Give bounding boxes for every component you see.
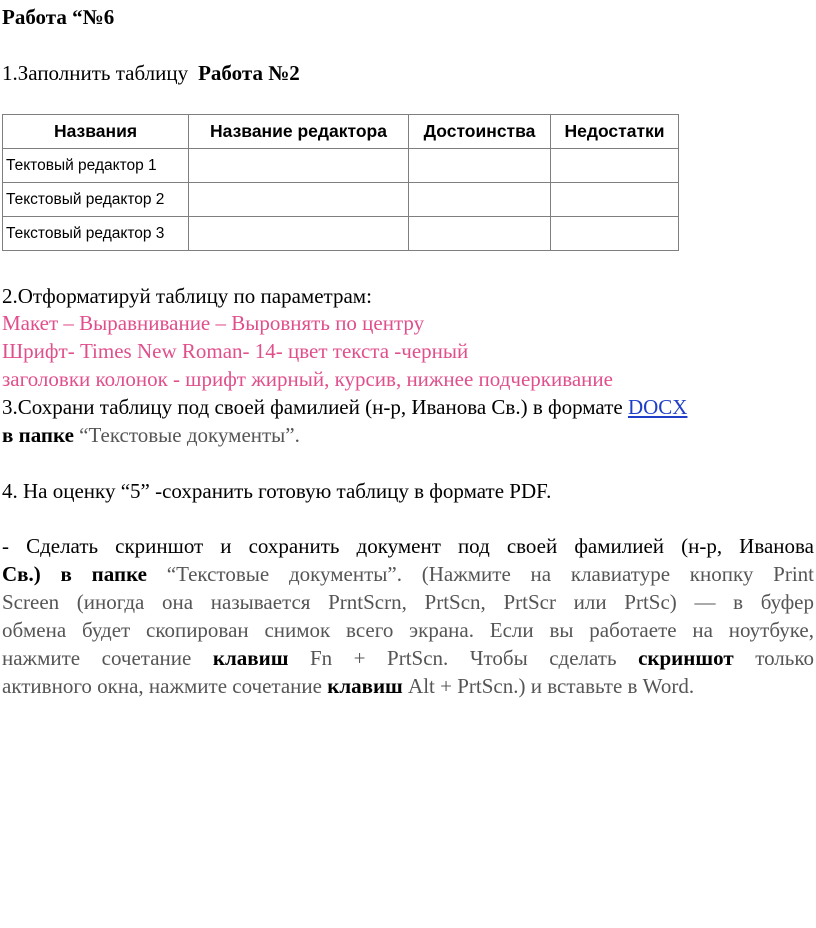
task-1 bbox=[2, 59, 300, 87]
task-1-bold: Работа №2 bbox=[198, 61, 300, 85]
table-header-row bbox=[3, 115, 679, 149]
task-5-line-1: - Сделать скриншот и сохранить документ под своей фамилией (н-р, Иванова bbox=[2, 534, 814, 558]
task-4: 4. На оценку “5” -сохранить готовую таблицу в формате PDF. bbox=[2, 479, 552, 503]
editors-table bbox=[2, 114, 679, 251]
table-cell[interactable]: Текстовый редактор 3 bbox=[3, 217, 189, 251]
docx-link[interactable]: DOCX bbox=[627, 395, 688, 419]
param-headers: заголовки колонок - шрифт жирный, курсив, нижнее подчеркивание bbox=[2, 367, 613, 391]
task-5-text: Alt + PrtScn.) и вставьте в Word. bbox=[408, 674, 695, 698]
task-3-line bbox=[2, 393, 687, 421]
task-5-line-2 bbox=[2, 560, 814, 588]
task-5-text: Fn + PrtScn. Чтобы сделать bbox=[309, 646, 617, 670]
table-row bbox=[3, 217, 679, 251]
task-5-line-6 bbox=[2, 672, 814, 700]
table-cell[interactable] bbox=[551, 183, 679, 217]
task-5-folder-name: “Текстовые документы”. bbox=[166, 562, 402, 586]
task-5-keys-bold: клавиш bbox=[327, 674, 403, 698]
param-font: Шрифт- Times New Roman- 14- цвет текста -черный bbox=[2, 339, 469, 363]
table-row bbox=[3, 149, 679, 183]
table-cell[interactable] bbox=[189, 183, 409, 217]
table-cell[interactable] bbox=[189, 149, 409, 183]
task-5-keys-bold: клавиш bbox=[212, 646, 289, 670]
table-cell[interactable] bbox=[189, 217, 409, 251]
table-cell[interactable] bbox=[551, 217, 679, 251]
task-2-intro: 2.Отформатируй таблицу по параметрам: bbox=[2, 284, 372, 308]
task-1-text: 1.Заполнить таблицу bbox=[2, 61, 189, 85]
task-5-text: только bbox=[755, 646, 815, 670]
table-cell[interactable] bbox=[551, 149, 679, 183]
task-5-print-hint: (Нажмите на клавиатуре кнопку Print bbox=[421, 562, 815, 586]
table-cell[interactable] bbox=[409, 217, 551, 251]
task-3-folder bbox=[2, 421, 300, 449]
task-5-text: активного окна, нажмите сочетание bbox=[2, 674, 322, 698]
table-cell[interactable]: Тектовый редактор 1 bbox=[3, 149, 189, 183]
task-5-line-5 bbox=[2, 644, 814, 672]
header-names: Названия bbox=[3, 115, 189, 149]
table-row bbox=[3, 183, 679, 217]
table-cell[interactable] bbox=[409, 149, 551, 183]
param-layout: Макет – Выравнивание – Выровнять по центру bbox=[2, 311, 425, 335]
task-3-folder-prefix: в папке bbox=[2, 423, 74, 447]
task-5-folder-prefix: Св.) в папке bbox=[2, 562, 147, 586]
task-5-line-4: обмена будет скопирован снимок всего экрана. Если вы работаете на ноутбуке, bbox=[2, 618, 814, 642]
task-5-line-3: Screen (иногда она называется PrntScrn, PrtScn, PrtScr или PrtSc) — в буфер bbox=[2, 590, 814, 614]
task-3-folder-name: “Текстовые документы”. bbox=[79, 423, 300, 447]
task-5-screenshot-bold: скриншот bbox=[638, 646, 734, 670]
table-cell[interactable]: Текстовый редактор 2 bbox=[3, 183, 189, 217]
header-editor-name: Название редактора bbox=[189, 115, 409, 149]
page-title: Работа “№6 bbox=[2, 5, 115, 29]
task-3-text: 3.Сохрани таблицу под своей фамилией (н-р, Иванова Св.) в формате bbox=[2, 395, 623, 419]
task-5-text: нажмите сочетание bbox=[2, 646, 192, 670]
table-cell[interactable] bbox=[409, 183, 551, 217]
header-disadvantages: Недостатки bbox=[551, 115, 679, 149]
header-advantages: Достоинства bbox=[409, 115, 551, 149]
